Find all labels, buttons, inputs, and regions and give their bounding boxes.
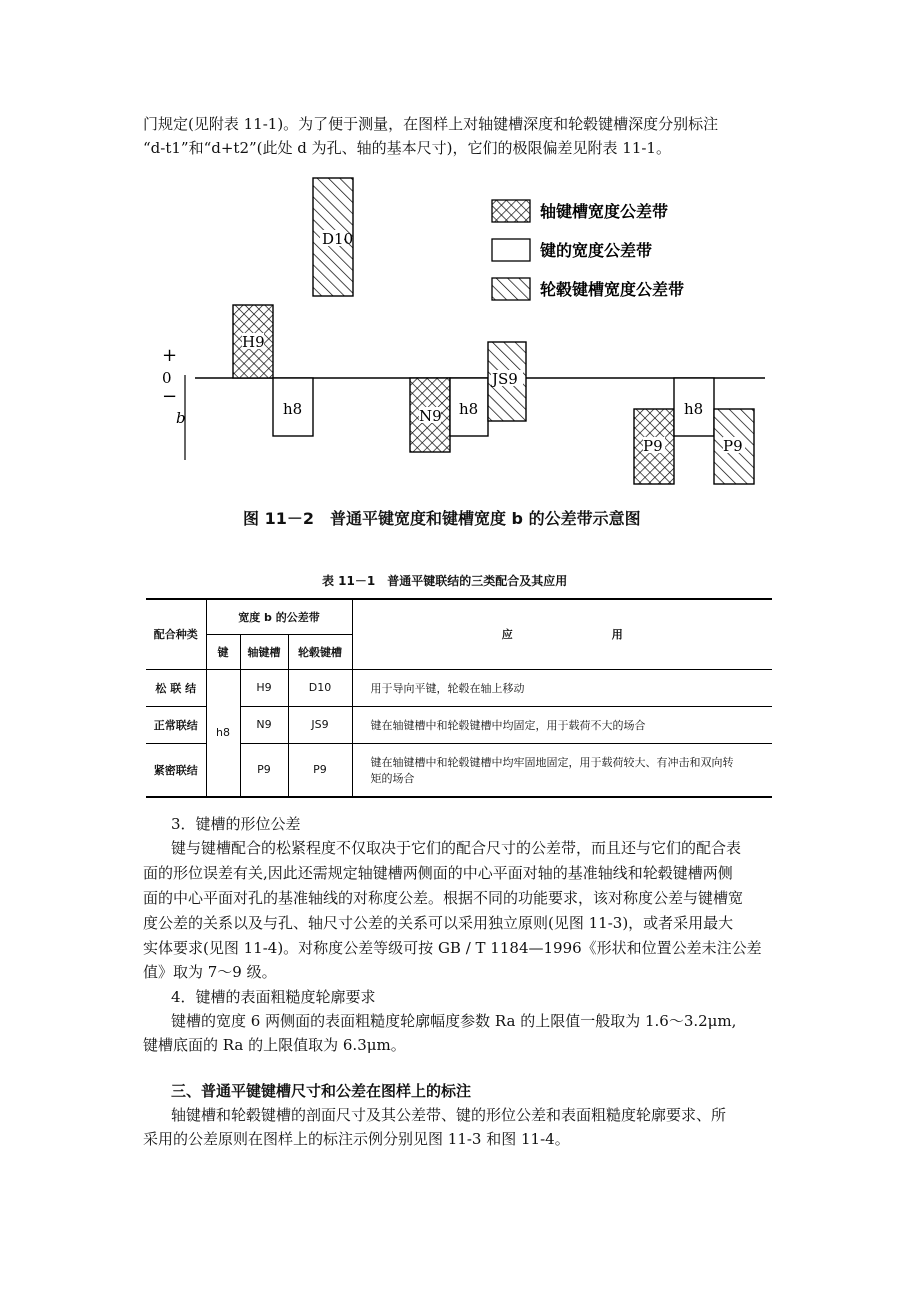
zone-d10-label: D10 [322,230,354,248]
header-shaft: 轴键槽 [240,634,288,669]
section3-line-5: 实体要求(见图 11-4)。对称度公差等级可按 GB / T 1184—1996《形状和位置公差未注公差 [143,939,762,957]
part3-heading: 三、普通平键键槽尺寸和公差在图样上的标注 [171,1082,472,1100]
intro-line-2: “d-t1”和“d+t2”(此处 d 为孔、轴的基本尺寸)，它们的极限偏差见附表 11-1。 [143,139,671,157]
section4-line-1: 键槽的宽度 6 两侧面的表面粗糙度轮廓幅度参数 Ra 的上限值一般取为 1.6～3.2μm, [171,1012,737,1030]
row-shaft: P9 [240,743,288,797]
header-key: 键 [206,634,240,669]
part3-line-2: 采用的公差原则在图样上的标注示例分别见图 11-3 和图 11-4。 [143,1130,570,1148]
zone-h8-key-2-label: h8 [459,400,479,418]
section3-line-2: 面的形位误差有关,因此还需规定轴键槽两侧面的中心平面对轴的基准轴线和轮毂键槽两侧 [143,864,733,882]
intro-line-1: 门规定(见附表 11-1)。为了便于测量，在图样上对轴键槽深度和轮毂键槽深度分别标注 [143,115,719,133]
row-application [352,743,772,797]
header-hub: 轮毂键槽 [288,634,352,669]
legend-key-label: 键的宽度公差带 [540,241,653,260]
row-shaft: N9 [240,706,288,743]
zone-p9-hub-label: P9 [723,437,743,455]
axis-label-b: b [176,409,186,427]
part3-line-1: 轴键槽和轮毂键槽的剖面尺寸及其公差带、键的形位公差和表面粗糙度轮廓要求、所 [171,1106,727,1124]
row-application: 键在轴键槽中和轮毂键槽中均固定，用于载荷不大的场合 [352,706,772,743]
section4-line-2: 键槽底面的 Ra 的上限值取为 6.3μm。 [143,1036,406,1054]
header-zone-group: 宽度 b 的公差带 [206,599,352,634]
row-hub: JS9 [288,706,352,743]
table-row [146,669,772,706]
header-application: 应 用 [352,599,772,669]
section3-title: 3．键槽的形位公差 [171,815,301,833]
legend-shaft-label: 轴键槽宽度公差带 [540,202,669,221]
fit-types-table [146,598,772,798]
header-fit-type: 配合种类 [146,599,206,669]
table-row [146,743,772,797]
minus-sign: − [162,386,178,407]
zone-h9-label: H9 [242,333,265,351]
zero-label: 0 [162,369,172,387]
legend-hatch-swatch [492,278,530,300]
tolerance-zone-figure [150,170,770,500]
row-hub: P9 [288,743,352,797]
zone-js9-label: JS9 [492,370,518,388]
table-caption: 表 11－1 普通平键联结的三类配合及其应用 [322,574,568,588]
plus-sign: + [162,345,178,366]
zone-p9-shaft-label: P9 [643,437,663,455]
zone-h8-key-3-label: h8 [684,400,704,418]
row-application-line-2: 矩的场合 [370,771,415,785]
row-type: 正常联结 [146,706,206,743]
table-row [146,706,772,743]
key-zone-cell: h8 [206,669,240,797]
figure-caption: 图 11－2 普通平键宽度和键槽宽度 b 的公差带示意图 [243,509,641,528]
legend-blank-swatch [492,239,530,261]
row-application-line-1: 键在轴键槽中和轮毂键槽中均牢固地固定，用于载荷较大、有冲击和双向转 [370,755,734,769]
section3-line-6: 值》取为 7～9 级。 [143,963,277,981]
legend-hub-label: 轮毂键槽宽度公差带 [540,280,685,299]
zone-h8-key-1-label: h8 [283,400,303,418]
row-hub: D10 [288,669,352,706]
section3-line-1: 键与键槽配合的松紧程度不仅取决于它们的配合尺寸的公差带，而且还与它们的配合表 [171,839,742,857]
section4-title: 4．键槽的表面粗糙度轮廓要求 [171,988,376,1006]
row-application: 用于导向平键，轮毂在轴上移动 [352,669,772,706]
zone-n9-label: N9 [419,407,442,425]
row-type: 紧密联结 [146,743,206,797]
legend-cross-swatch [492,200,530,222]
row-shaft: H9 [240,669,288,706]
section3-line-3: 面的中心平面对孔的基准轴线的对称度公差。根据不同的功能要求，该对称度公差与键槽宽 [143,889,744,907]
section3-line-4: 度公差的关系以及与孔、轴尺寸公差的关系可以采用独立原则(见图 11-3)，或者采用最大 [143,914,734,932]
row-type: 松 联 结 [146,669,206,706]
